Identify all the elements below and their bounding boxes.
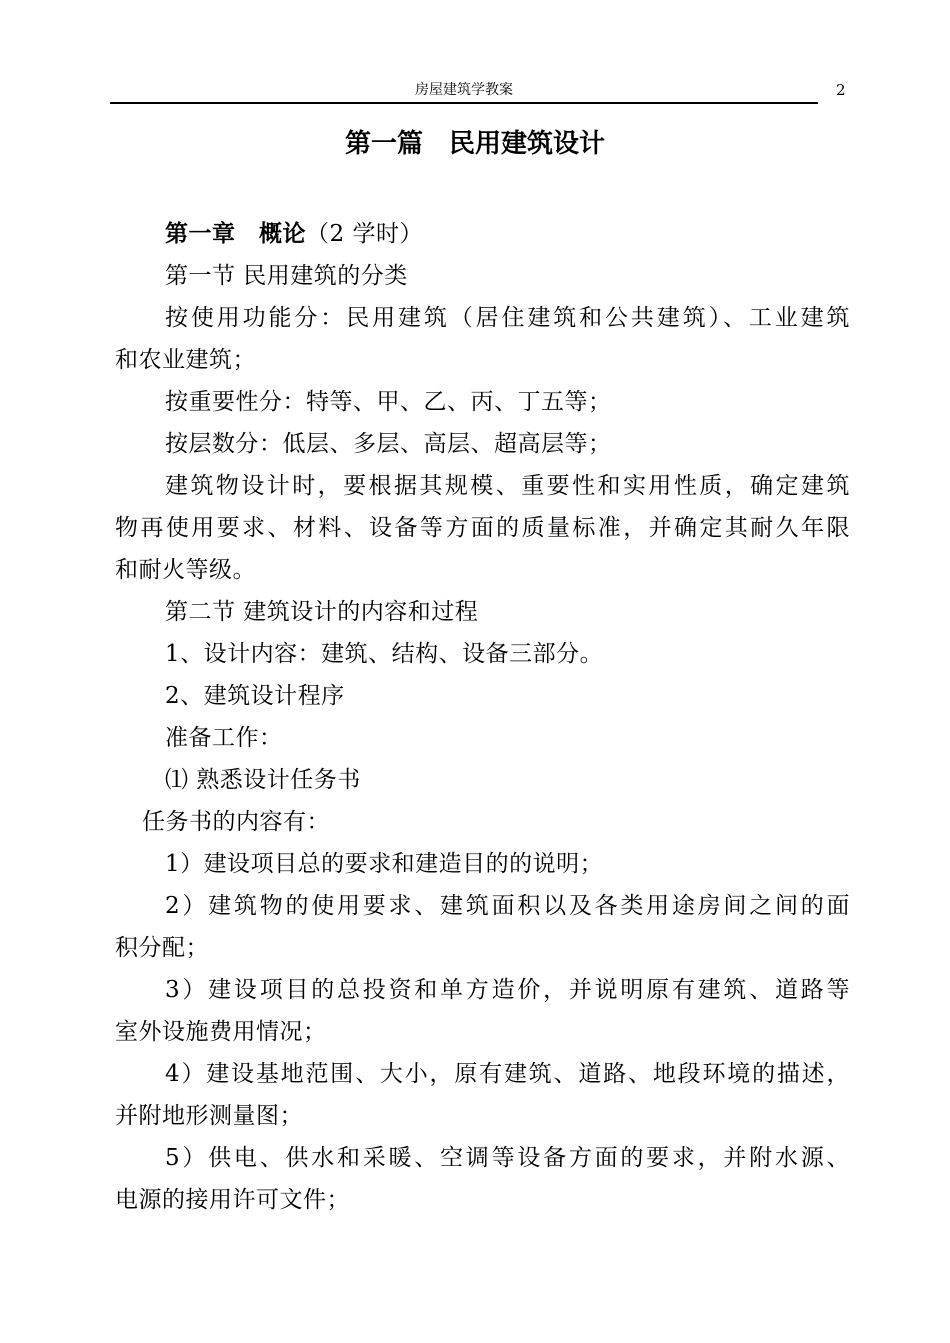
chapter-heading <box>115 213 850 255</box>
paragraph-line: 按重要性分：特等、甲、乙、丙、丁五等； <box>165 389 612 415</box>
section-heading: 第二节 建筑设计的内容和过程 <box>165 599 479 625</box>
paragraph-line: 按使用功能分：民用建筑（居住建筑和公共建筑）、工业建筑 <box>165 305 850 331</box>
paragraph-line: 和耐火等级。 <box>115 557 256 583</box>
chapter-hours: （2 学时） <box>306 221 423 247</box>
page-number: 2 <box>836 81 846 99</box>
list-item: 2、建筑设计程序 <box>165 683 345 709</box>
document-body <box>115 213 850 1221</box>
paragraph-line: 物再使用要求、材料、设备等方面的质量标准，并确定其耐久年限 <box>115 515 850 541</box>
part-title: 第一篇 民用建筑设计 <box>344 129 605 159</box>
paragraph-line: 准备工作： <box>165 725 283 751</box>
section-heading: 第一节 民用建筑的分类 <box>165 263 408 289</box>
list-item: 1）建设项目总的要求和建造目的的说明； <box>165 851 604 877</box>
paragraph-line: 建筑物设计时，要根据其规模、重要性和实用性质，确定建筑 <box>165 473 850 499</box>
paragraph-line: 室外设施费用情况； <box>115 1019 327 1045</box>
header-title: 房屋建筑学教案 <box>415 82 513 98</box>
chapter-title: 第一章 概论 <box>165 221 306 247</box>
paragraph-line: 和农业建筑； <box>115 347 256 373</box>
list-item: 5）供电、供水和采暖、空调等设备方面的要求，并附水源、 <box>165 1145 850 1171</box>
paragraph-line: 按层数分：低层、多层、高层、超高层等； <box>165 431 612 457</box>
paragraph-line: 任务书的内容有： <box>142 809 330 835</box>
list-item: ⑴ 熟悉设计任务书 <box>165 767 361 793</box>
list-item: 4）建设基地范围、大小，原有建筑、道路、地段环境的描述， <box>165 1061 850 1087</box>
page-header <box>110 80 818 104</box>
list-item: 2）建筑物的使用要求、建筑面积以及各类用途房间之间的面 <box>165 893 850 919</box>
list-item: 1、设计内容：建筑、结构、设备三部分。 <box>165 641 604 667</box>
paragraph-line: 电源的接用许可文件； <box>115 1187 350 1213</box>
paragraph-line: 并附地形测量图； <box>115 1103 303 1129</box>
paragraph-line: 积分配； <box>115 935 209 961</box>
list-item: 3）建设项目的总投资和单方造价，并说明原有建筑、道路等 <box>165 977 850 1003</box>
